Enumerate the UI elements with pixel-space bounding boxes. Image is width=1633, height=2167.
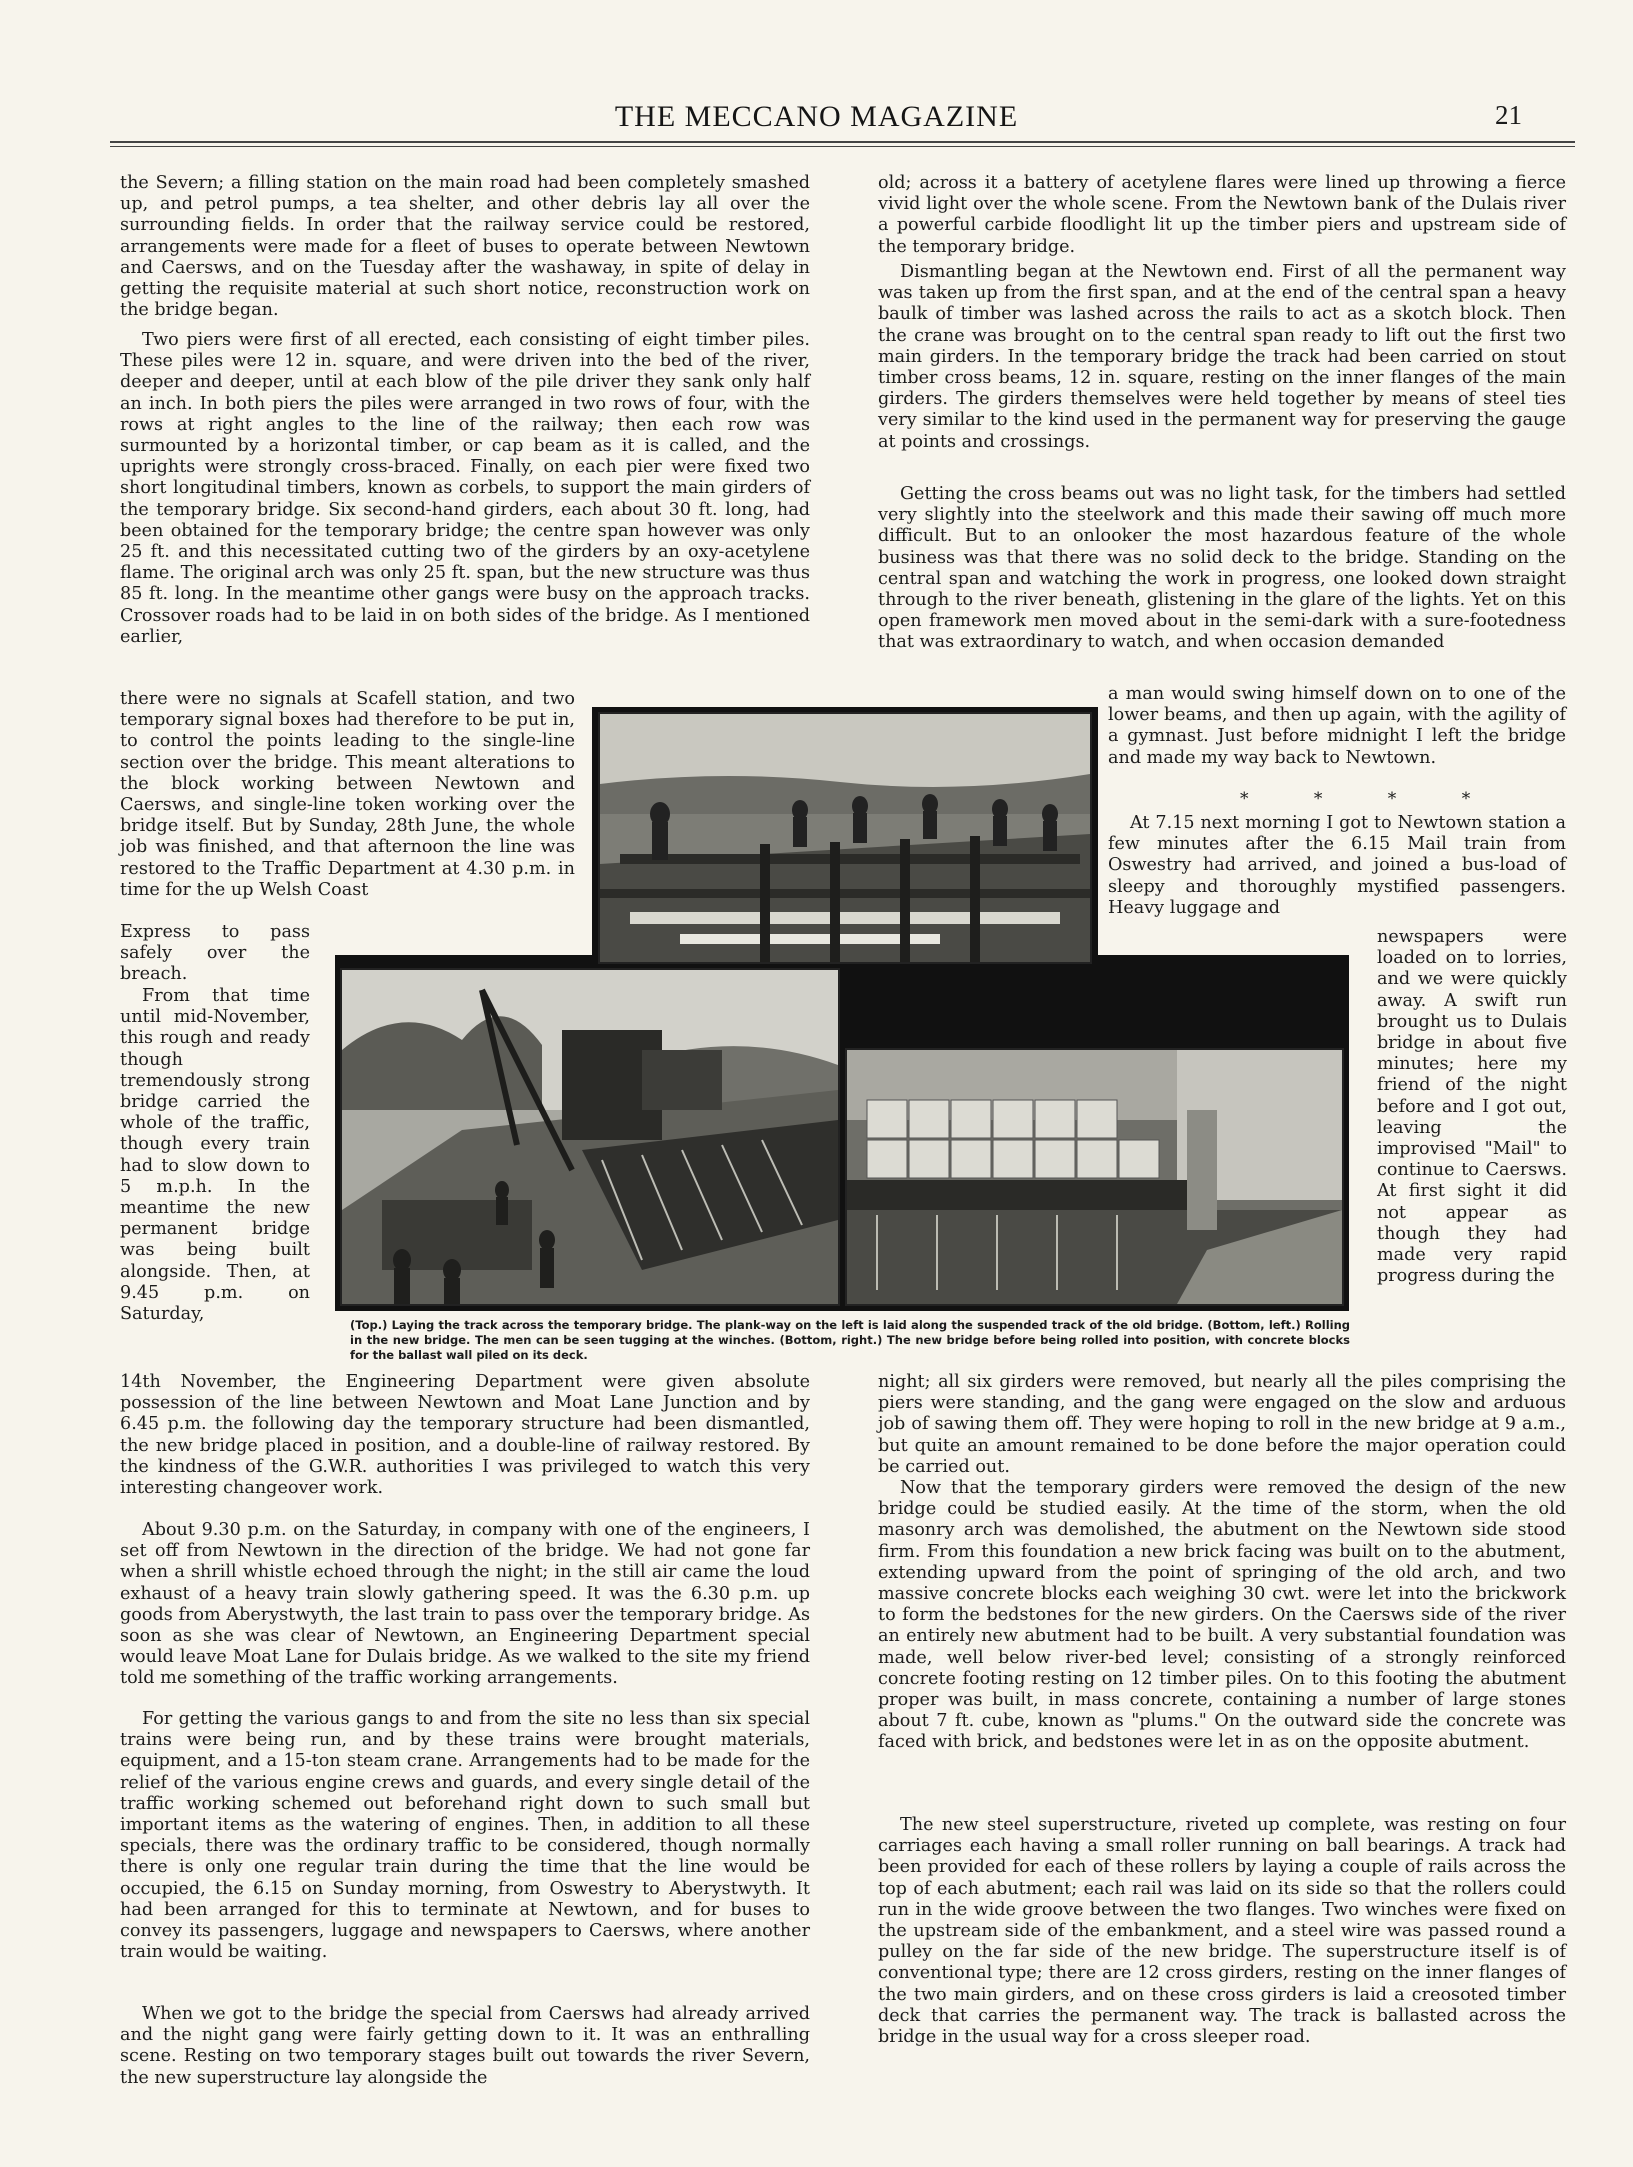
- right-paragraph-5: Now that the temporary girders were removed the design of the new bridge could be studied easily. At the time of the storm, when the old masonry arch was demolished, the abutment on the Newtown side stood firm. From this foundation a new brick facing was built on to the abutment, extending upward from the point of springing of the old arch, and two massive concrete blocks each weighing 30 cwt. were let into the brickwork to form the bedstones for the new girders. On the Caersws side of the river an entirely new abutment had to be built. A very substantial foundation was made, well below river-bed level; consisting of a strongly reinforced concrete footing resting on 12 timber piles. On to this footing the abutment proper was built, in mass concrete, containing a number of large stones about 7 ft. cube, known as "plums." On the outward side the concrete was faced with brick, and bedstones were let in as on the opposite abutment.: [878, 1478, 1566, 1753]
- left-paragraph-4: About 9.30 p.m. on the Saturday, in company with one of the engineers, I set off from Newtown in the direction of the bridge. We had not gone far when a shrill whistle echoed through the night; in the still air came the loud exhaust of a heavy train slowly gathering speed. It was the 6.30 p.m. up goods from Aberystwyth, the last train to pass over the temporary bridge. As soon as she was clear of Newtown, an Engineering Department special would leave Moat Lane for Dulais bridge. As we walked to the site my friend told me something of the traffic working arrangements.: [120, 1520, 810, 1689]
- photo-new-bridge-blocks: [845, 1048, 1344, 1306]
- header-rule-bottom: [110, 146, 1575, 147]
- right-paragraph-6: The new steel superstructure, riveted up complete, was resting on four carriages each having a small roller running on ball bearings. A track had been provided for each of these rollers by laying a couple of rails across the top of each abutment; each rail was laid on its side so that the rollers could run in the wide groove between the two flanges. Two winches were fixed on the upstream side of the embankment, and a steel wire was passed round a pulley on the far side of the new bridge. The superstructure itself is of conventional type; there are 12 cross girders, resting on the inner flanges of the two main girders, and on these cross girders is laid a creosoted timber deck that carries the permanent way. The track is ballasted across the bridge in the usual way for a cross sleeper road.: [878, 1815, 1566, 2048]
- photo-track-laying: [598, 712, 1092, 964]
- photo-rolling-in-bridge: [340, 968, 840, 1306]
- left-paragraph-3: From that time until mid-November, this rough and ready though tremendously strong bridge carried the whole of the traffic, though every train had to slow down to 5 m.p.h. In the meantime the new permanent bridge was being built alongside. Then, at 9.45 p.m. on Saturday,: [120, 986, 310, 1325]
- left-paragraph-2-end: Express to pass safely over the breach.: [120, 922, 310, 985]
- right-paragraph-2: Dismantling began at the Newtown end. First of all the permanent way was taken up from the first span, and at the end of the central span a heavy baulk of timber was lashed across the rails to act as a skotch block. Then the crane was brought on to the central span ready to lift out the first two main girders. In the temporary bridge the track had been carried on stout timber cross beams, 12 in. square, resting on the inner flanges of the main girders. The girders themselves were held together by means of steel ties very similar to the kind used in the permanent way for preserving the gauge at points and crossings.: [878, 262, 1566, 452]
- right-paragraph-4-wrap: newspapers were loaded on to lorries, and we were quickly away. A swift run brought us to Dulais bridge in about five minutes; here my friend of the night before and I got out, leaving the improvised "Mail" to continue to Caersws. At first sight it did not appear as though they had made very rapid progress during the: [1377, 927, 1567, 1287]
- right-paragraph-3: Getting the cross beams out was no light task, for the timbers had settled very slightly into the steelwork and this made their sawing off much more difficult. But to an onlooker the most hazardous feature of the whole business was that there was no solid deck to the bridge. Standing on the central span and watching the work in progress, one looked down straight through to the river beneath, glistening in the glare of the lights. Yet on this open framework men moved about in the semi-dark with a sure-footedness that was extraordinary to watch, and when occasion demanded: [878, 484, 1566, 653]
- right-paragraph-4-end: night; all six girders were removed, but nearly all the piles comprising the piers were standing, and the gang were engaged on the slow and arduous job of sawing them off. They were hoping to roll in the new bridge at 9 a.m., but quite an amount remained to be done before the major operation could be carried out.: [878, 1372, 1566, 1477]
- left-paragraph-1: the Severn; a filling station on the main road had been completely smashed up, and petrol pumps, a tea shelter, and other debris lay all over the surrounding fields. In order that the railway service could be restored, arrangements were made for a fleet of buses to operate between Newtown and Caersws, and on the Tuesday after the washaway, in spite of delay in getting the requisite material at such short notice, reconstruction work on the bridge began.: [120, 173, 810, 321]
- page-number: 21: [1495, 100, 1522, 130]
- section-break-stars: * * * *: [1240, 789, 1501, 809]
- left-paragraph-2-wrap: there were no signals at Scafell station, and two temporary signal boxes had therefore to be put in, to control the points leading to the single-line section over the bridge. This meant alterations to the block working between Newtown and Caersws, and single-line token working over the bridge itself. But by Sunday, 28th June, the whole job was finished, and that afternoon the line was restored to the Traffic Department at 4.30 p.m. in time for the up Welsh Coast: [120, 689, 575, 900]
- magazine-title: THE MECCANO MAGAZINE: [614, 100, 1019, 133]
- left-paragraph-3-wrap: 14th November, the Engineering Department were given absolute possession of the line between Newtown and Moat Lane Junction and by 6.45 p.m. the following day the temporary structure had been dismantled, the new bridge placed in position, and a double-line of railway restored. By the kindness of the G.W.R. authorities I was privileged to watch this very interesting changeover work.: [120, 1372, 810, 1499]
- right-paragraph-1: old; across it a battery of acetylene flares were lined up throwing a fierce vivid light over the whole scene. From the Newtown bank of the Dulais river a powerful carbide floodlight lit up the timber piers and upstream side of the temporary bridge.: [878, 173, 1566, 257]
- right-paragraph-3-wrap: a man would swing himself down on to one of the lower beams, and then up again, with the agility of a gymnast. Just before midnight I left the bridge and made my way back to Newtown.: [1108, 684, 1566, 768]
- header-rule-top: [110, 141, 1575, 143]
- left-paragraph-5: For getting the various gangs to and from the site no less than six special trains were being run, and by these trains were brought materials, equipment, and a 15-ton steam crane. Arrangements had to be made for the relief of the various engine crews and guards, and every single detail of the traffic working schemed out beforehand right down to such small but important items as the watering of engines. Then, in addition to all these specials, there was the ordinary traffic to be considered, though normally there is only one regular train during the time that the line would be occupied, the 6.15 on Sunday morning, from Oswestry to Aberystwyth. It had been arranged for this to terminate at Newtown, and for buses to convey its passengers, luggage and newspapers to Caersws, where another train would be waiting.: [120, 1709, 810, 1963]
- left-paragraph-6: When we got to the bridge the special from Caersws had already arrived and the night gang were fairly getting down to it. It was an enthralling scene. Resting on two temporary stages built out towards the river Severn, the new superstructure lay alongside the: [120, 2004, 810, 2088]
- left-paragraph-2: Two piers were first of all erected, each consisting of eight timber piles. These piles were 12 in. square, and were driven into the bed of the river, deeper and deeper, until at each blow of the pile driver they sank only half an inch. In both piers the piles were arranged in two rows of four, with the rows at right angles to the line of the railway; then each row was surmounted by a horizontal timber, or cap beam as it is called, and the uprights were strongly cross-braced. Finally, on each pier were fixed two short longitudinal timbers, known as corbels, to support the main girders of the temporary bridge. Six second-hand girders, each about 30 ft. long, had been obtained for the temporary bridge; the centre span however was only 25 ft. and this necessitated cutting two of the girders by an oxy-acetylene flame. The original arch was only 25 ft. span, but the new structure was thus 85 ft. long. In the meantime other gangs were busy on the approach tracks. Crossover roads had to be laid in on both sides of the bridge. As I mentioned earlier,: [120, 330, 810, 647]
- right-paragraph-4: At 7.15 next morning I got to Newtown station a few minutes after the 6.15 Mail train from Oswestry had arrived, and joined a bus-load of sleepy and thoroughly mystified passengers. Heavy luggage and: [1108, 813, 1566, 918]
- photo-caption: (Top.) Laying the track across the temporary bridge. The plank-way on the left is laid along the suspended track of the old bridge. (Bottom, left.) Rolling in the new bridge. The men can be seen tugging at the winches. (Bottom, right.) The new bridge before being rolled into position, with concrete blocks for the ballast wall piled on its deck.: [350, 1318, 1350, 1362]
